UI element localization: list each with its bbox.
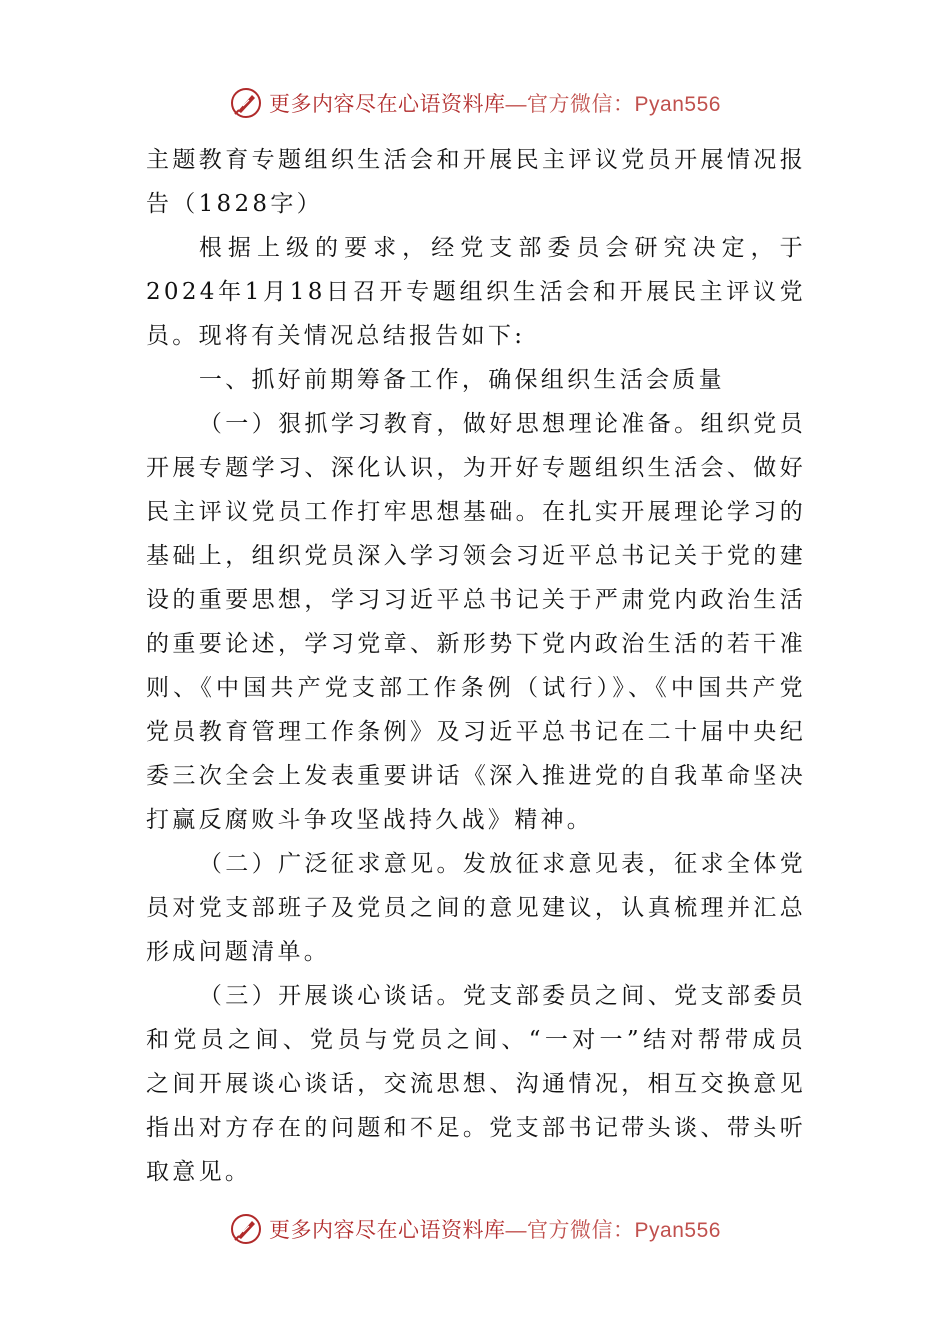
paragraph-intro: 根据上级的要求，经党支部委员会研究决定，于2024年1月18日召开专题组织生活会和开展民主评议党员。现将有关情况总结报告如下: [146,235,806,349]
watermark-text-left: 更多内容尽在心语资料库 [269,1218,506,1242]
document-body [146,138,806,1194]
watermark-text-right: —官方微信：Pyan556 [505,1219,721,1242]
watermark-text-left: 更多内容尽在心语资料库 [269,92,506,116]
quill-logo-icon [229,1212,263,1246]
watermark-banner-top [0,83,950,123]
paragraph-opinions: （二）广泛征求意见。发放征求意见表，征求全体党员对党支部班子及党员之间的意见建议，认真梳理并汇总形成问题清单。 [146,851,806,965]
section-heading-1: 一、抓好前期筹备工作，确保组织生活会质量 [198,367,725,393]
watermark-banner-bottom [0,1209,950,1249]
quill-logo-icon [229,86,263,120]
watermark-text-right: —官方微信：Pyan556 [505,93,721,116]
document-title: 主题教育专题组织生活会和开展民主评议党员开展情况报告（1828字） [146,147,806,217]
paragraph-talks: （三）开展谈心谈话。党支部委员之间、党支部委员和党员之间、党员与党员之间、“一对一”结对帮带成员之间开展谈心谈话，交流思想、沟通情况，相互交换意见指出对方存在的问题和不足。党支部书记带头谈、带头听取意见。 [146,983,806,1185]
paragraph-study: （一）狠抓学习教育，做好思想理论准备。组织党员开展专题学习、深化认识，为开好专题组织生活会、做好民主评议党员工作打牢思想基础。在扎实开展理论学习的基础上，组织党员深入学习领会习近平总书记关于党的建设的重要思想，学习习近平总书记关于严肃党内政治生活的重要论述，学习党章、新形势下党内政治生活的若干准则、《中国共产党支部工作条例（试行）》、《中国共产党党员教育管理工作条例》及习近平总书记在二十届中央纪委三次全会上发表重要讲话《深入推进党的自我革命坚决打赢反腐败斗争攻坚战持久战》精神。 [146,411,806,833]
